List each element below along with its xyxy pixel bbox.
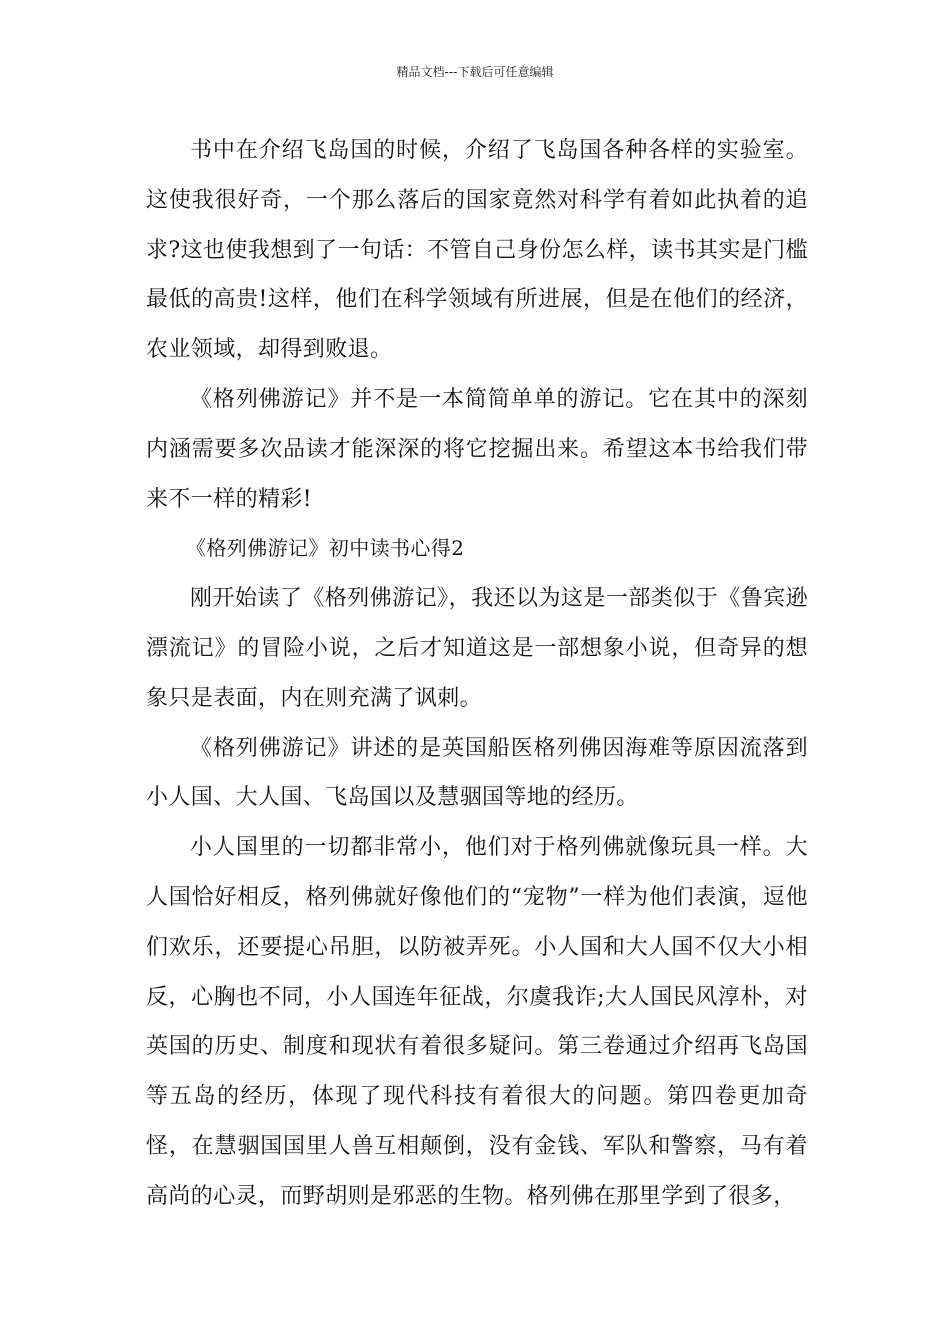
document-body — [146, 126, 808, 1222]
section-heading: 《格列佛游记》初中读书心得2 — [186, 536, 465, 561]
paragraph-flying-island-labs: 书中在介绍飞岛国的时候，介绍了飞岛国各种各样的实验室。这使我很好奇，一个那么落后的国家竟然对科学有着如此执着的追求?这也使我想到了一句话：不管自己身份怎么样，读书其实是门槛最低的高贵!这样，他们在科学领域有所进展，但是在他们的经济，农业领域，却得到败退。 — [146, 138, 808, 363]
paragraph-story-summary: 《格列佛游记》讲述的是英国船医格列佛因海难等原因流落到小人国、大人国、飞岛国以及慧骃国等地的经历。 — [146, 735, 808, 811]
paragraph-not-simple-travelogue: 《格列佛游记》并不是一本简简单单的游记。它在其中的深刻内涵需要多次品读才能深深的将它挖掘出来。希望这本书给我们带来不一样的精彩! — [146, 386, 808, 512]
page-header: 精品文档---下载后可任意编辑 — [396, 65, 554, 79]
paragraph-lands-comparison: 小人国里的一切都非常小，他们对于格列佛就像玩具一样。大人国恰好相反，格列佛就好像他们的“宠物”一样为他们表演，逗他们欢乐，还要提心吊胆，以防被弄死。小人国和大人国不仅大小相反，心胸也不同，小人国连年征战，尔虞我诈;大人国民风淳朴，对英国的历史、制度和现状有着很多疑问。第三卷通过介绍再飞岛国等五岛的经历，体现了现代科技有着很大的问题。第四卷更加奇怪，在慧骃国国里人兽互相颠倒，没有金钱、军队和警察，马有着高尚的心灵，而野胡则是邪恶的生物。格列佛在那里学到了很多， — [146, 835, 808, 1209]
paragraph-first-impression: 刚开始读了《格列佛游记》，我还以为这是一部类似于《鲁宾逊漂流记》的冒险小说，之后才知道这是一部想象小说，但奇异的想象只是表面，内在则充满了讽刺。 — [146, 586, 808, 711]
